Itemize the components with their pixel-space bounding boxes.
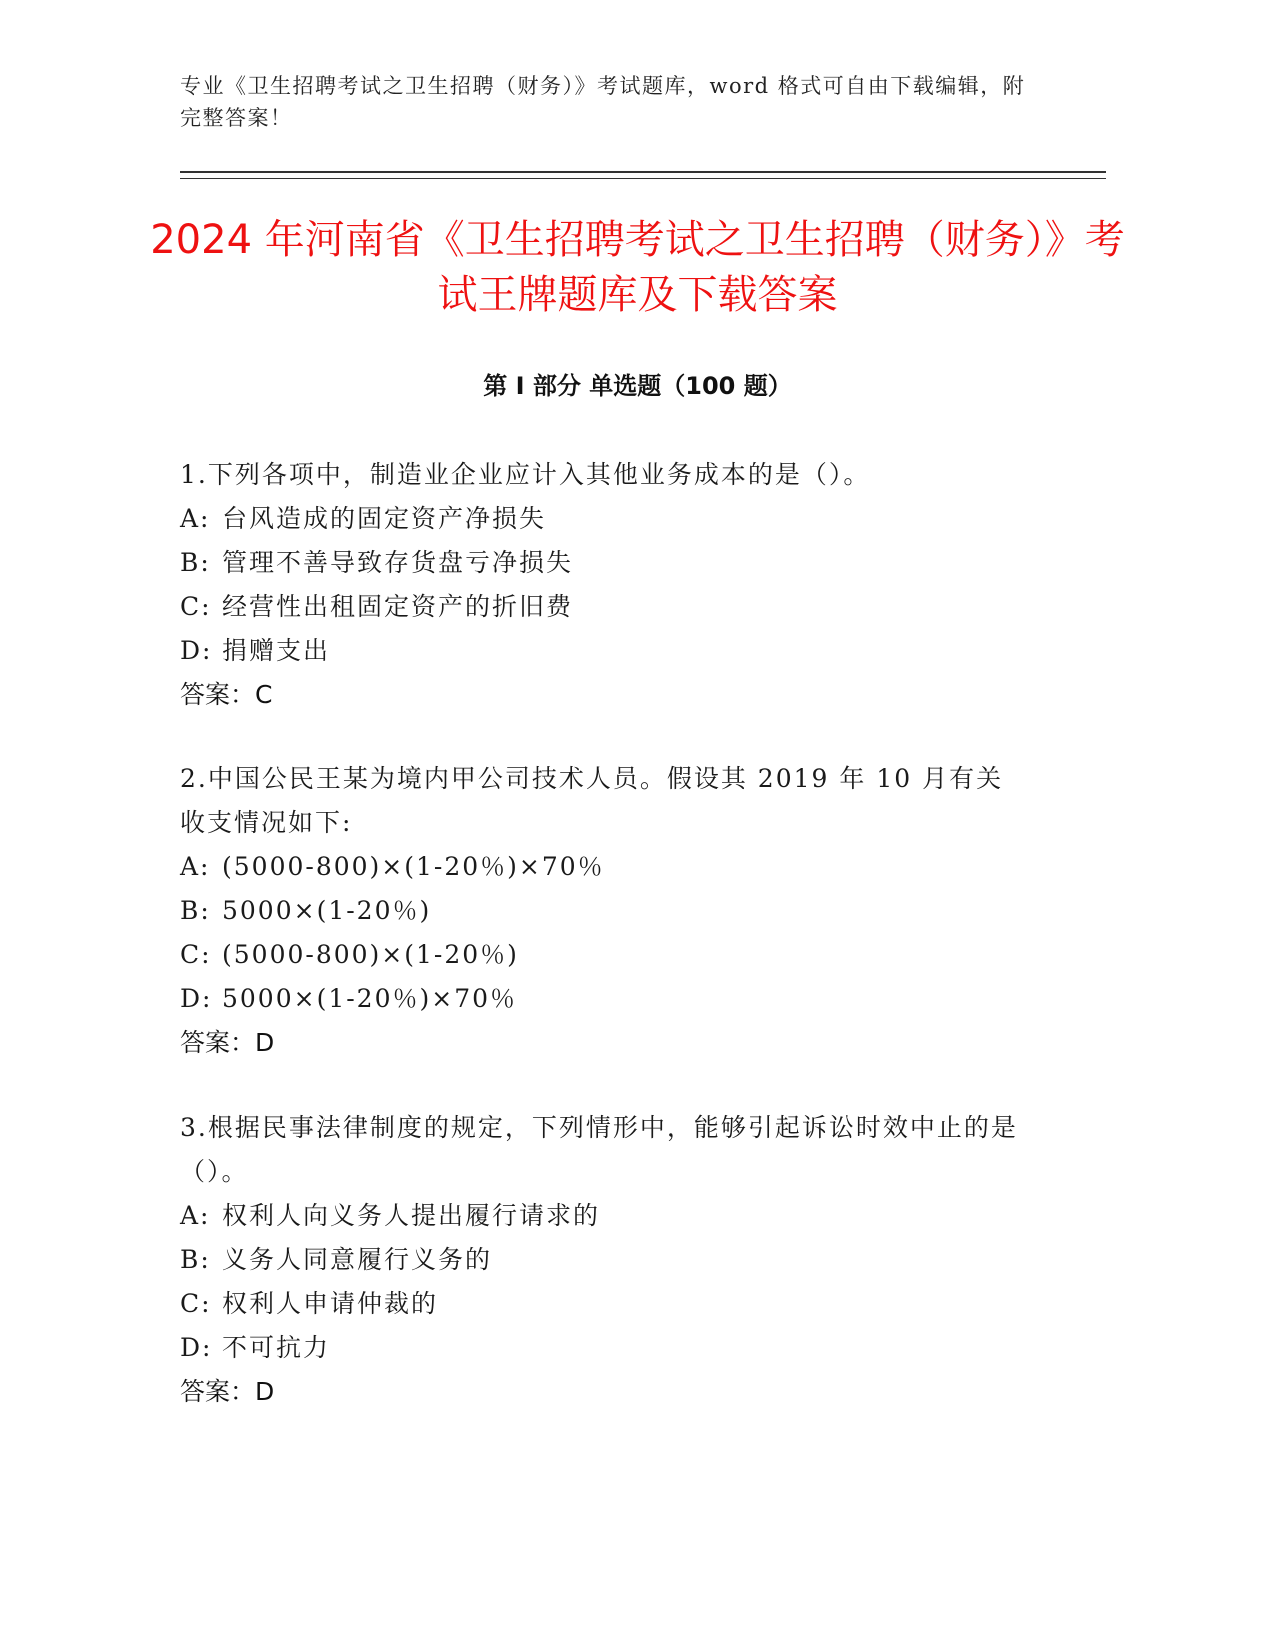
option-a <box>180 1194 1030 1238</box>
question-stem: 2.中国公民王某为境内甲公司技术人员。假设其 2019 年 10 月有关收支情况如下: <box>180 764 1004 837</box>
option-d <box>180 629 1030 673</box>
option-c <box>180 585 1030 629</box>
question-stem: 1.下列各项中，制造业企业应计入其他业务成本的是（）。 <box>180 460 871 489</box>
header-note: 专业《卫生招聘考试之卫生招聘（财务）》考试题库，word 格式可自由下载编辑，附完整答案！ <box>180 74 1026 130</box>
question-2 <box>180 757 1030 1065</box>
option-letter: D: <box>180 984 213 1013</box>
option-text: 5000×(1-20％) <box>222 896 432 925</box>
option-text: 经营性出租固定资产的折旧费 <box>222 592 574 621</box>
section-heading: 第 I 部分 单选题（100 题） <box>483 372 792 400</box>
option-b <box>180 889 1030 933</box>
question-1 <box>180 453 1030 717</box>
option-a <box>180 497 1030 541</box>
option-letter: B: <box>180 1245 211 1274</box>
option-b <box>180 1238 1030 1282</box>
answer-line: 答案：D <box>180 1028 275 1057</box>
option-text: 台风造成的固定资产净损失 <box>222 504 547 533</box>
option-c <box>180 1282 1030 1326</box>
option-text: 管理不善导致存货盘亏净损失 <box>222 548 574 577</box>
option-letter: D: <box>180 636 213 665</box>
header-divider-thick <box>180 171 1106 173</box>
option-d <box>180 977 1030 1021</box>
header-divider-thin <box>180 178 1106 179</box>
option-letter: C: <box>180 940 212 969</box>
option-letter: C: <box>180 1289 212 1318</box>
option-text: 捐赠支出 <box>222 636 331 665</box>
option-letter: A: <box>180 1201 211 1230</box>
question-3 <box>180 1106 1030 1414</box>
answer-line: 答案：C <box>180 680 273 709</box>
option-text: 权利人申请仲裁的 <box>222 1289 439 1318</box>
option-letter: D: <box>180 1333 213 1362</box>
option-text: 不可抗力 <box>222 1333 331 1362</box>
option-letter: B: <box>180 896 211 925</box>
option-text: (5000-800)×(1-20％) <box>222 940 519 969</box>
option-b <box>180 541 1030 585</box>
option-c <box>180 933 1030 977</box>
option-letter: B: <box>180 548 211 577</box>
option-text: 5000×(1-20％)×70％ <box>222 984 518 1013</box>
document-title: 2024 年河南省《卫生招聘考试之卫生招聘（财务）》考试王牌题库及下载答案 <box>150 217 1125 318</box>
answer-line: 答案：D <box>180 1377 275 1406</box>
option-letter: A: <box>180 504 211 533</box>
question-stem: 3.根据民事法律制度的规定，下列情形中，能够引起诉讼时效中止的是（）。 <box>180 1113 1018 1186</box>
option-text: 权利人向义务人提出履行请求的 <box>222 1201 601 1230</box>
option-letter: C: <box>180 592 212 621</box>
option-text: (5000-800)×(1-20％)×70％ <box>222 852 605 881</box>
option-letter: A: <box>180 852 211 881</box>
option-d <box>180 1326 1030 1370</box>
option-text: 义务人同意履行义务的 <box>222 1245 493 1274</box>
option-a <box>180 845 1030 889</box>
